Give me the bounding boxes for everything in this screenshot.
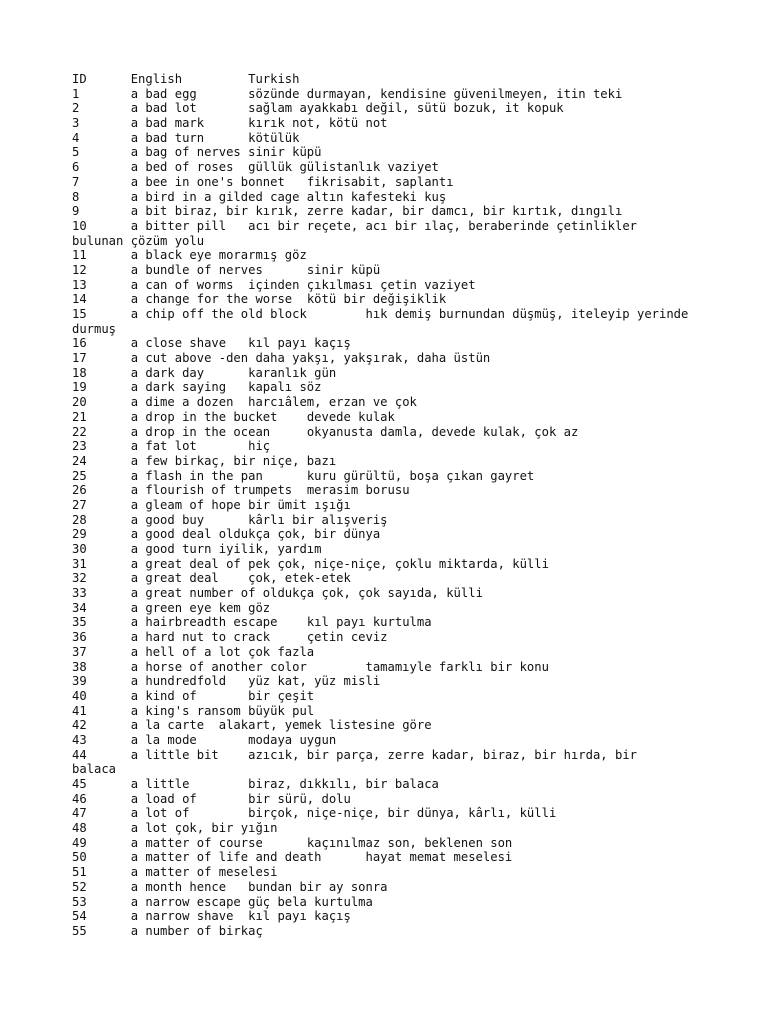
text-line: 19 a dark saying kapalı söz (72, 380, 322, 395)
text-line: 28 a good buy kârlı bir alışveriş (72, 512, 388, 527)
text-line: 45 a little biraz, dıkkılı, bir balaca (72, 777, 439, 791)
text-line: 42 a la carte alakart, yemek listesine göre (72, 718, 432, 733)
text-line: 2 a bad lot sağlam ayakkabı değil, sütü bozuk, it kopuk (72, 101, 564, 116)
text-line: 33 a great number of oldukça çok, çok sayıda, külli (72, 586, 483, 601)
text-line: 41 a king's ransom büyük pul (72, 703, 315, 718)
text-line: 43 a la mode modaya uygun (72, 732, 337, 747)
text-line: balaca (72, 762, 117, 777)
text-line: 51 a matter of meselesi (72, 865, 278, 880)
text-line: 23 a fat lot hiç (72, 439, 271, 454)
text-line: 22 a drop in the ocean okyanusta damla, devede kulak, çok az (72, 424, 579, 439)
text-line: 44 a little bit azıcık, bir parça, zerre kadar, biraz, bir hırda, bir (72, 747, 637, 762)
text-line: 27 a gleam of hope bir ümit ışığı (72, 497, 351, 512)
text-line: bulunan çözüm yolu (72, 233, 205, 248)
text-line: 34 a green eye kem göz (72, 600, 271, 615)
text-line: 18 a dark day karanlık gün (72, 365, 337, 380)
text-line: 21 a drop in the bucket devede kulak (72, 409, 395, 424)
text-line: 9 a bit biraz, bir kırık, zerre kadar, bir damcı, bir kırtık, dıngılı (72, 204, 623, 219)
text-line: 16 a close shave kıl payı kaçış (72, 336, 351, 351)
text-line: 48 a lot çok, bir yığın (72, 821, 278, 836)
document-body (72, 72, 752, 939)
text-line: 38 a horse of another color tamamıyle farklı bir konu (72, 659, 549, 674)
text-line: 32 a great deal çok, etek-etek (72, 571, 351, 586)
text-line: 4 a bad turn kötülük (72, 130, 300, 145)
text-line: durmuş (72, 321, 117, 336)
text-line: 17 a cut above -den daha yakşı, yakşırak, daha üstün (72, 351, 491, 366)
text-line: 14 a change for the worse kötü bir değişiklik (72, 292, 447, 307)
text-line: 13 a can of worms içinden çıkılması çetin vaziyet (72, 277, 476, 292)
text-line: 49 a matter of course kaçınılmaz son, beklenen son (72, 835, 513, 850)
text-line: 11 a black eye morarmış göz (72, 248, 307, 263)
text-line: 52 a month hence bundan bir ay sonra (72, 879, 388, 894)
text-line: 54 a narrow shave kıl payı kaçış (72, 909, 351, 924)
text-line: 29 a good deal oldukça çok, bir dünya (72, 527, 381, 542)
text-line: 25 a flash in the pan kuru gürültü, boşa çıkan gayret (72, 468, 535, 483)
text-line: 46 a load of bir sürü, dolu (72, 791, 351, 806)
text-line: 31 a great deal of pek çok, niçe-niçe, çoklu miktarda, külli (72, 556, 549, 571)
text-line: 24 a few birkaç, bir niçe, bazı (72, 453, 337, 468)
text-line: 30 a good turn iyilik, yardım (72, 542, 322, 556)
text-line: 26 a flourish of trumpets merasim borusu (72, 483, 410, 498)
text-line: 50 a matter of life and death hayat memat meselesi (72, 850, 513, 865)
text-line: 37 a hell of a lot çok fazla (72, 644, 315, 659)
text-line: 1 a bad egg sözünde durmayan, kendisine güvenilmeyen, itin teki (72, 86, 623, 101)
text-line: 40 a kind of bir çeşit (72, 688, 315, 703)
text-line: 55 a number of birkaç (72, 923, 263, 938)
text-line: 35 a hairbreadth escape kıl payı kurtulma (72, 615, 432, 630)
text-line: 8 a bird in a gilded cage altın kafesteki kuş (72, 189, 447, 204)
text-line: 3 a bad mark kırık not, kötü not (72, 116, 388, 131)
text-line: 10 a bitter pill acı bir reçete, acı bir ılaç, beraberinde çetinlikler (72, 218, 637, 233)
text-line: 15 a chip off the old block hık demiş burnundan düşmüş, iteleyip yerinde (72, 307, 689, 321)
text-line: 53 a narrow escape güç bela kurtulma (72, 894, 373, 909)
text-line: 36 a hard nut to crack çetin ceviz (72, 630, 388, 645)
text-line: 39 a hundredfold yüz kat, yüz misli (72, 674, 381, 689)
text-line: 47 a lot of birçok, niçe-niçe, bir dünya, kârlı, külli (72, 806, 557, 821)
text-line: 20 a dime a dozen harcıâlem, erzan ve çok (72, 395, 417, 410)
text-line: 12 a bundle of nerves sinir küpü (72, 262, 381, 277)
text-line: 6 a bed of roses güllük gülistanlık vaziyet (72, 160, 439, 175)
text-line: 5 a bag of nerves sinir küpü (72, 145, 322, 160)
table-header-line: ID English Turkish (72, 72, 300, 86)
text-line: 7 a bee in one's bonnet fikrisabit, saplantı (72, 174, 454, 189)
